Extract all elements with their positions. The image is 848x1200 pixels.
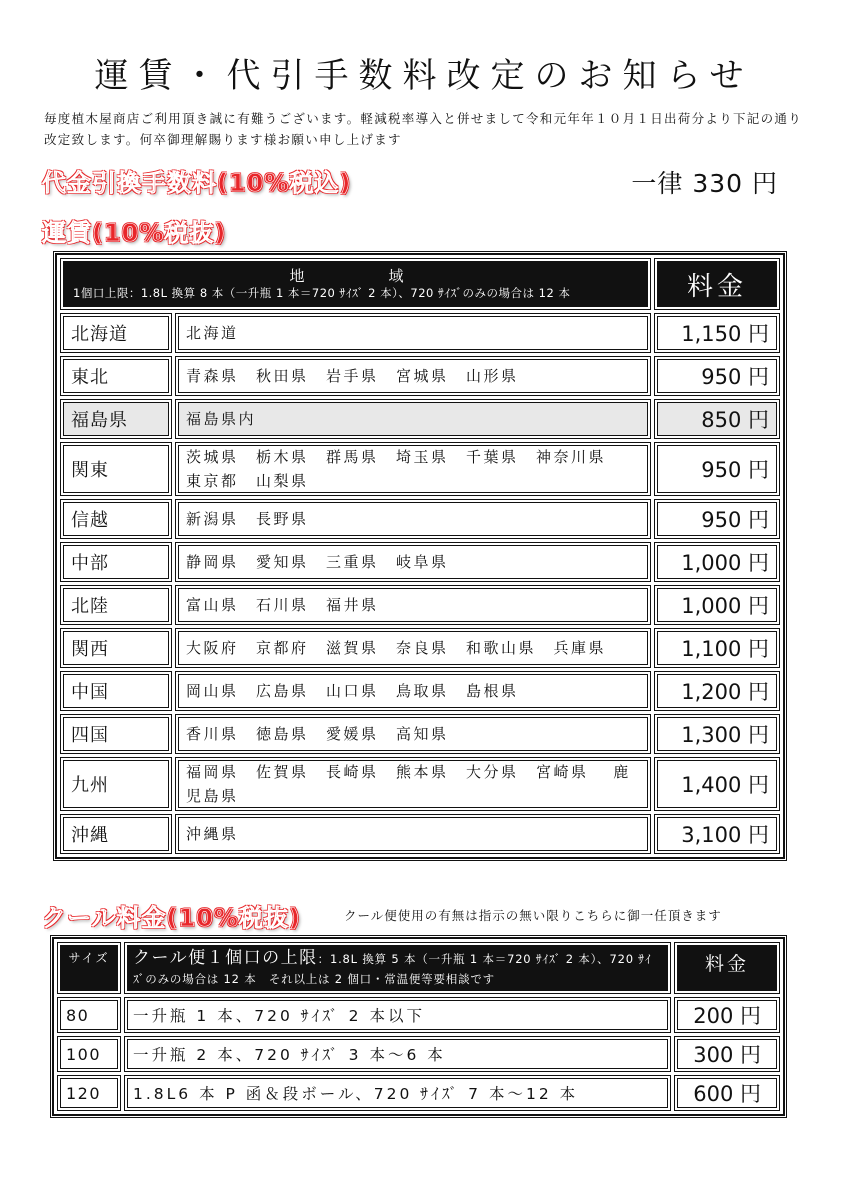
table-row [57, 1036, 780, 1072]
table-row [57, 1075, 780, 1111]
cod-price: 一律 330 円 [631, 169, 778, 198]
area-name: 北陸 [60, 585, 172, 625]
prefectures: 岡山県 広島県 山口県 鳥取県 島根県 [175, 671, 651, 711]
cool-size: 100 [57, 1036, 121, 1072]
cool-desc: 一升瓶 2 本、720 ｻｲｽﾞ 3 本～6 本 [124, 1036, 671, 1072]
area-name: 北海道 [60, 313, 172, 353]
area-name: 関西 [60, 628, 172, 668]
table-row [60, 313, 780, 353]
rate-price: 1,000 円 [654, 585, 780, 625]
cool-size-header: サイズ [57, 942, 121, 994]
table-row [60, 814, 780, 854]
table-row [60, 628, 780, 668]
table-row [57, 997, 780, 1033]
prefectures: 茨城県 栃木県 群馬県 埼玉県 千葉県 神奈川県 東京都 山梨県 [175, 442, 651, 496]
cool-desc-header [124, 942, 671, 994]
rate-price: 1,300 円 [654, 714, 780, 754]
table-row [60, 442, 780, 496]
prefectures: 青森県 秋田県 岩手県 宮城県 山形県 [175, 356, 651, 396]
area-name: 沖縄 [60, 814, 172, 854]
prefectures: 富山県 石川県 福井県 [175, 585, 651, 625]
rate-price: 3,100 円 [654, 814, 780, 854]
cool-heading: クール料金(10%税抜) [42, 904, 301, 932]
area-name: 九州 [60, 757, 172, 811]
prefectures: 新潟県 長野県 [175, 499, 651, 539]
prefectures: 北海道 [175, 313, 651, 353]
rate-price: 1,150 円 [654, 313, 780, 353]
table-row [60, 714, 780, 754]
prefectures: 大阪府 京都府 滋賀県 奈良県 和歌山県 兵庫県 [175, 628, 651, 668]
rate-price: 950 円 [654, 356, 780, 396]
region-header [60, 258, 651, 310]
area-name: 関東 [60, 442, 172, 496]
cool-price: 200 円 [674, 997, 780, 1033]
prefectures: 福岡県 佐賀県 長崎県 熊本県 大分県 宮崎県 鹿児島県 [175, 757, 651, 811]
rate-price: 1,100 円 [654, 628, 780, 668]
rate-price: 1,400 円 [654, 757, 780, 811]
table-row [60, 585, 780, 625]
prefectures: 福島県内 [175, 399, 651, 439]
cool-price: 300 円 [674, 1036, 780, 1072]
cool-desc-header-title: クール便１個口の上限 [133, 947, 318, 968]
area-name: 信越 [60, 499, 172, 539]
table-row [60, 356, 780, 396]
page-title: 運賃・代引手数料改定のお知らせ [94, 56, 754, 96]
cool-note: クール便使用の有無は指示の無い限りこちらに御一任頂きます [344, 908, 722, 923]
area-name: 中部 [60, 542, 172, 582]
rate-price: 850 円 [654, 399, 780, 439]
cool-price: 600 円 [674, 1075, 780, 1111]
region-header-label: 地 域 [289, 267, 422, 285]
rate-price: 950 円 [654, 442, 780, 496]
area-name: 四国 [60, 714, 172, 754]
rate-price: 950 円 [654, 499, 780, 539]
table-row [60, 757, 780, 811]
table-row [60, 671, 780, 711]
rate-price: 1,000 円 [654, 542, 780, 582]
prefectures: 香川県 徳島県 愛媛県 高知県 [175, 714, 651, 754]
cool-rate-table [52, 937, 785, 1116]
table-row [60, 542, 780, 582]
intro-text: 毎度植木屋商店ご利用頂き誠に有難うございます。軽減税率導入と併せまして令和元年年１０月１日出荷分より下記の通り改定致します。何卒御理解賜ります様お願い申し上げます [44, 111, 803, 147]
cool-desc: 一升瓶 1 本、720 ｻｲｽﾞ 2 本以下 [124, 997, 671, 1033]
area-name: 中国 [60, 671, 172, 711]
cool-price-header: 料金 [674, 942, 780, 994]
prefectures: 沖縄県 [175, 814, 651, 854]
table-row-highlighted [60, 399, 780, 439]
area-name: 東北 [60, 356, 172, 396]
cool-desc-header-note: ：1.8L 換算 5 本（一升瓶 1 本＝720 ｻｲｽﾞ 2 本）、720 ｻｲｽﾞのみの場合は 12 本 それ以上は 2 個口・常温便等要相談です [133, 951, 652, 986]
cool-size: 80 [57, 997, 121, 1033]
area-name: 福島県 [60, 399, 172, 439]
cod-heading: 代金引換手数料(10%税込) [42, 169, 352, 197]
rate-price: 1,200 円 [654, 671, 780, 711]
region-header-note: 1個口上限：1.8L 換算 8 本（一升瓶 1 本＝720 ｻｲｽﾞ 2 本）、720 ｻｲｽﾞのみの場合は 12 本 [73, 286, 571, 300]
cool-size: 120 [57, 1075, 121, 1111]
table-row [60, 499, 780, 539]
shipping-rate-table [55, 253, 785, 859]
cool-desc: 1.8L6 本 P 函＆段ボール、720 ｻｲｽﾞ 7 本～12 本 [124, 1075, 671, 1111]
prefectures: 静岡県 愛知県 三重県 岐阜県 [175, 542, 651, 582]
price-header: 料金 [654, 258, 780, 310]
shipping-heading: 運賃(10%税抜) [42, 219, 227, 247]
